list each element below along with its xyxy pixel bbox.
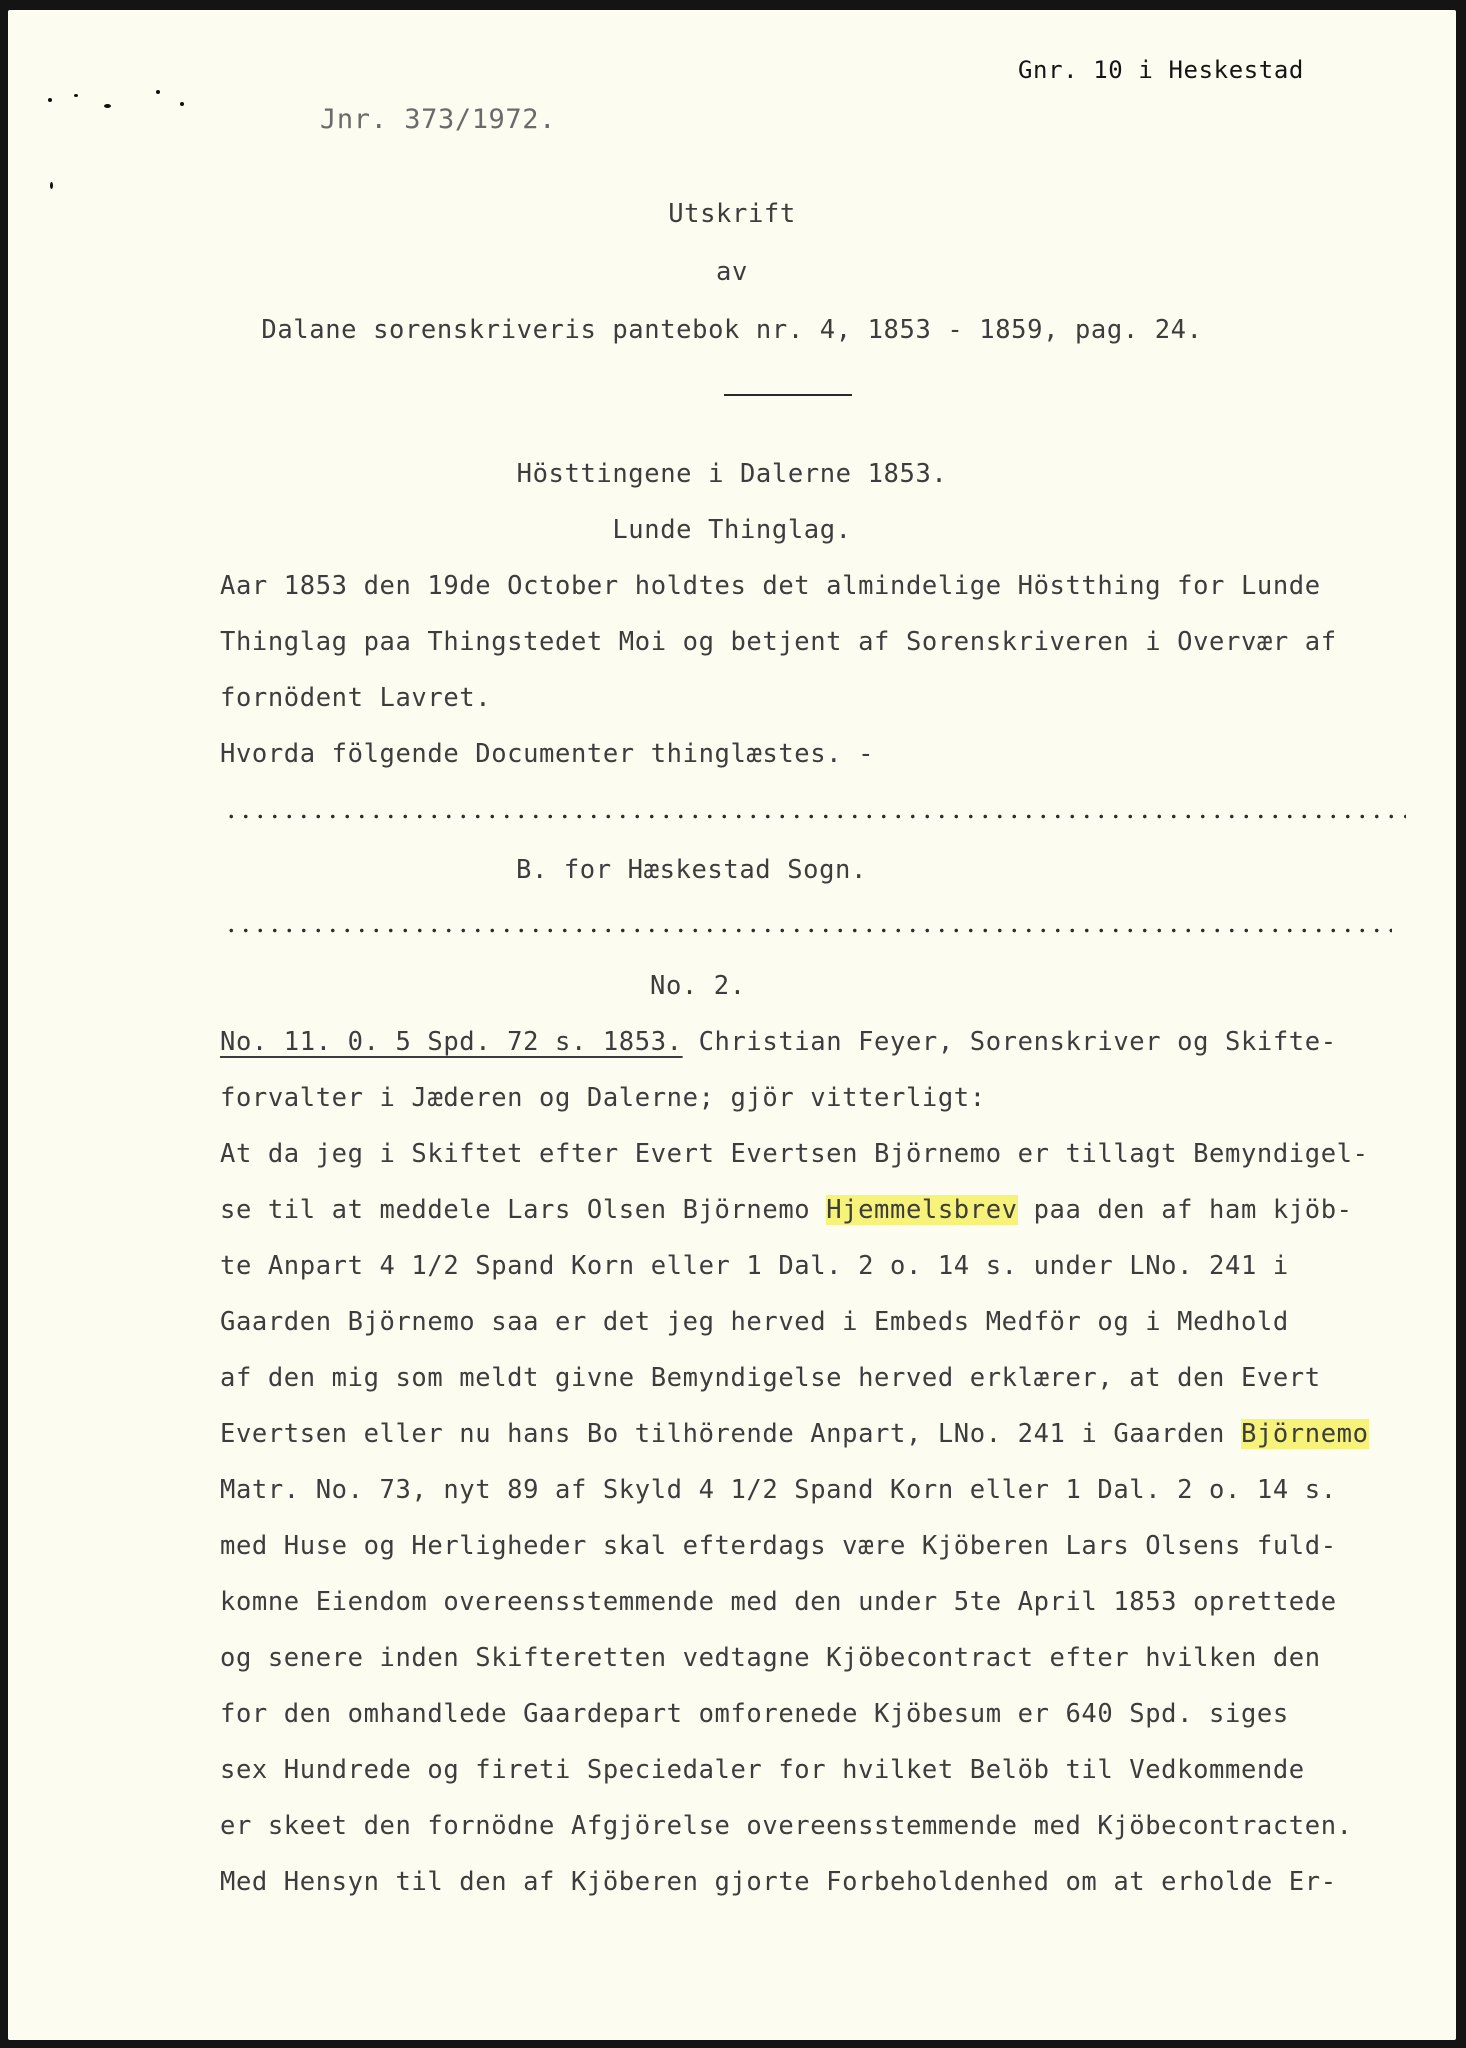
paragraph-line: fornödent Lavret. — [220, 683, 492, 713]
scan-mark — [48, 98, 52, 102]
parish-heading: B. for Hæskestad Sogn. — [516, 855, 867, 885]
dotted-separator — [224, 814, 1406, 819]
document-line: te Anpart 4 1/2 Spand Korn eller 1 Dal. 2 o. 14 s. under LNo. 241 i — [220, 1251, 1289, 1281]
document-line — [220, 1027, 1337, 1057]
document-line: komne Eiendom overeensstemmende med den under 5te April 1853 oprettede — [220, 1587, 1337, 1617]
document-line: Gaarden Björnemo saa er det jeg herved i Embeds Medför og i Medhold — [220, 1307, 1289, 1337]
document-line: og senere inden Skifteretten vedtagne Kjöbecontract efter hvilken den — [220, 1643, 1321, 1673]
scan-mark — [74, 94, 78, 97]
paragraph-line: Hvorda fölgende Documenter thinglæstes. - — [220, 739, 875, 769]
document-text: Evertsen eller nu hans Bo tilhörende Anpart, LNo. 241 i Gaarden — [220, 1419, 1241, 1449]
document-text: paa den af ham kjöb- — [1017, 1195, 1353, 1225]
document-number: No. 2. — [650, 971, 746, 1001]
scan-mark — [104, 104, 111, 108]
document-page — [8, 10, 1456, 2040]
highlighted-term: Björnemo — [1240, 1419, 1369, 1449]
document-text: Christian Feyer, Sorenskriver og Skifte- — [682, 1027, 1337, 1057]
title-line-3: Dalane sorenskriveris pantebok nr. 4, 1853 - 1859, pag. 24. — [261, 315, 1203, 345]
title-line-1: Utskrift — [668, 199, 796, 229]
document-line: At da jeg i Skiftet efter Evert Evertsen Björnemo er tillagt Bemyndigel- — [220, 1139, 1369, 1169]
document-line: af den mig som meldt givne Bemyndigelse herved erklærer, at den Evert — [220, 1363, 1321, 1393]
document-reference: No. 11. 0. 5 Spd. 72 s. 1853. — [220, 1027, 683, 1057]
dotted-separator — [224, 928, 1392, 933]
document-line — [220, 1419, 1369, 1449]
divider — [724, 394, 852, 396]
document-line: sex Hundrede og fireti Speciedaler for hvilket Belöb til Vedkommende — [220, 1755, 1305, 1785]
scan-mark — [50, 182, 53, 189]
session-subheading: Lunde Thinglag. — [612, 515, 852, 545]
document-line: Med Hensyn til den af Kjöberen gjorte Forbeholdenhed om at erholde Er- — [220, 1867, 1337, 1897]
paragraph-line: Aar 1853 den 19de October holdtes det almindelige Höstthing for Lunde — [220, 571, 1321, 601]
document-line — [220, 1195, 1353, 1225]
document-line: forvalter i Jæderen og Dalerne; gjör vitterligt: — [220, 1083, 986, 1113]
paragraph-line: Thinglag paa Thingstedet Moi og betjent af Sorenskriveren i Overvær af — [220, 627, 1337, 657]
journal-number: Jnr. 373/1972. — [320, 104, 556, 135]
highlighted-term: Hjemmelsbrev — [826, 1195, 1018, 1225]
document-line: for den omhandlede Gaardepart omforenede Kjöbesum er 640 Spd. siges — [220, 1699, 1289, 1729]
title-line-2: av — [716, 257, 748, 287]
document-line: med Huse og Herligheder skal efterdags være Kjöberen Lars Olsens fuld- — [220, 1531, 1337, 1561]
scan-mark — [156, 90, 160, 94]
document-line: Matr. No. 73, nyt 89 af Skyld 4 1/2 Spand Korn eller 1 Dal. 2 o. 14 s. — [220, 1475, 1337, 1505]
session-heading: Hösttingene i Dalerne 1853. — [516, 459, 948, 489]
gnr-label: Gnr. 10 i Heskestad — [1018, 56, 1304, 84]
scan-mark — [180, 102, 184, 106]
document-text: se til at meddele Lars Olsen Björnemo — [220, 1195, 827, 1225]
document-line: er skeet den fornödne Afgjörelse overeensstemmende med Kjöbecontracten. — [220, 1811, 1353, 1841]
